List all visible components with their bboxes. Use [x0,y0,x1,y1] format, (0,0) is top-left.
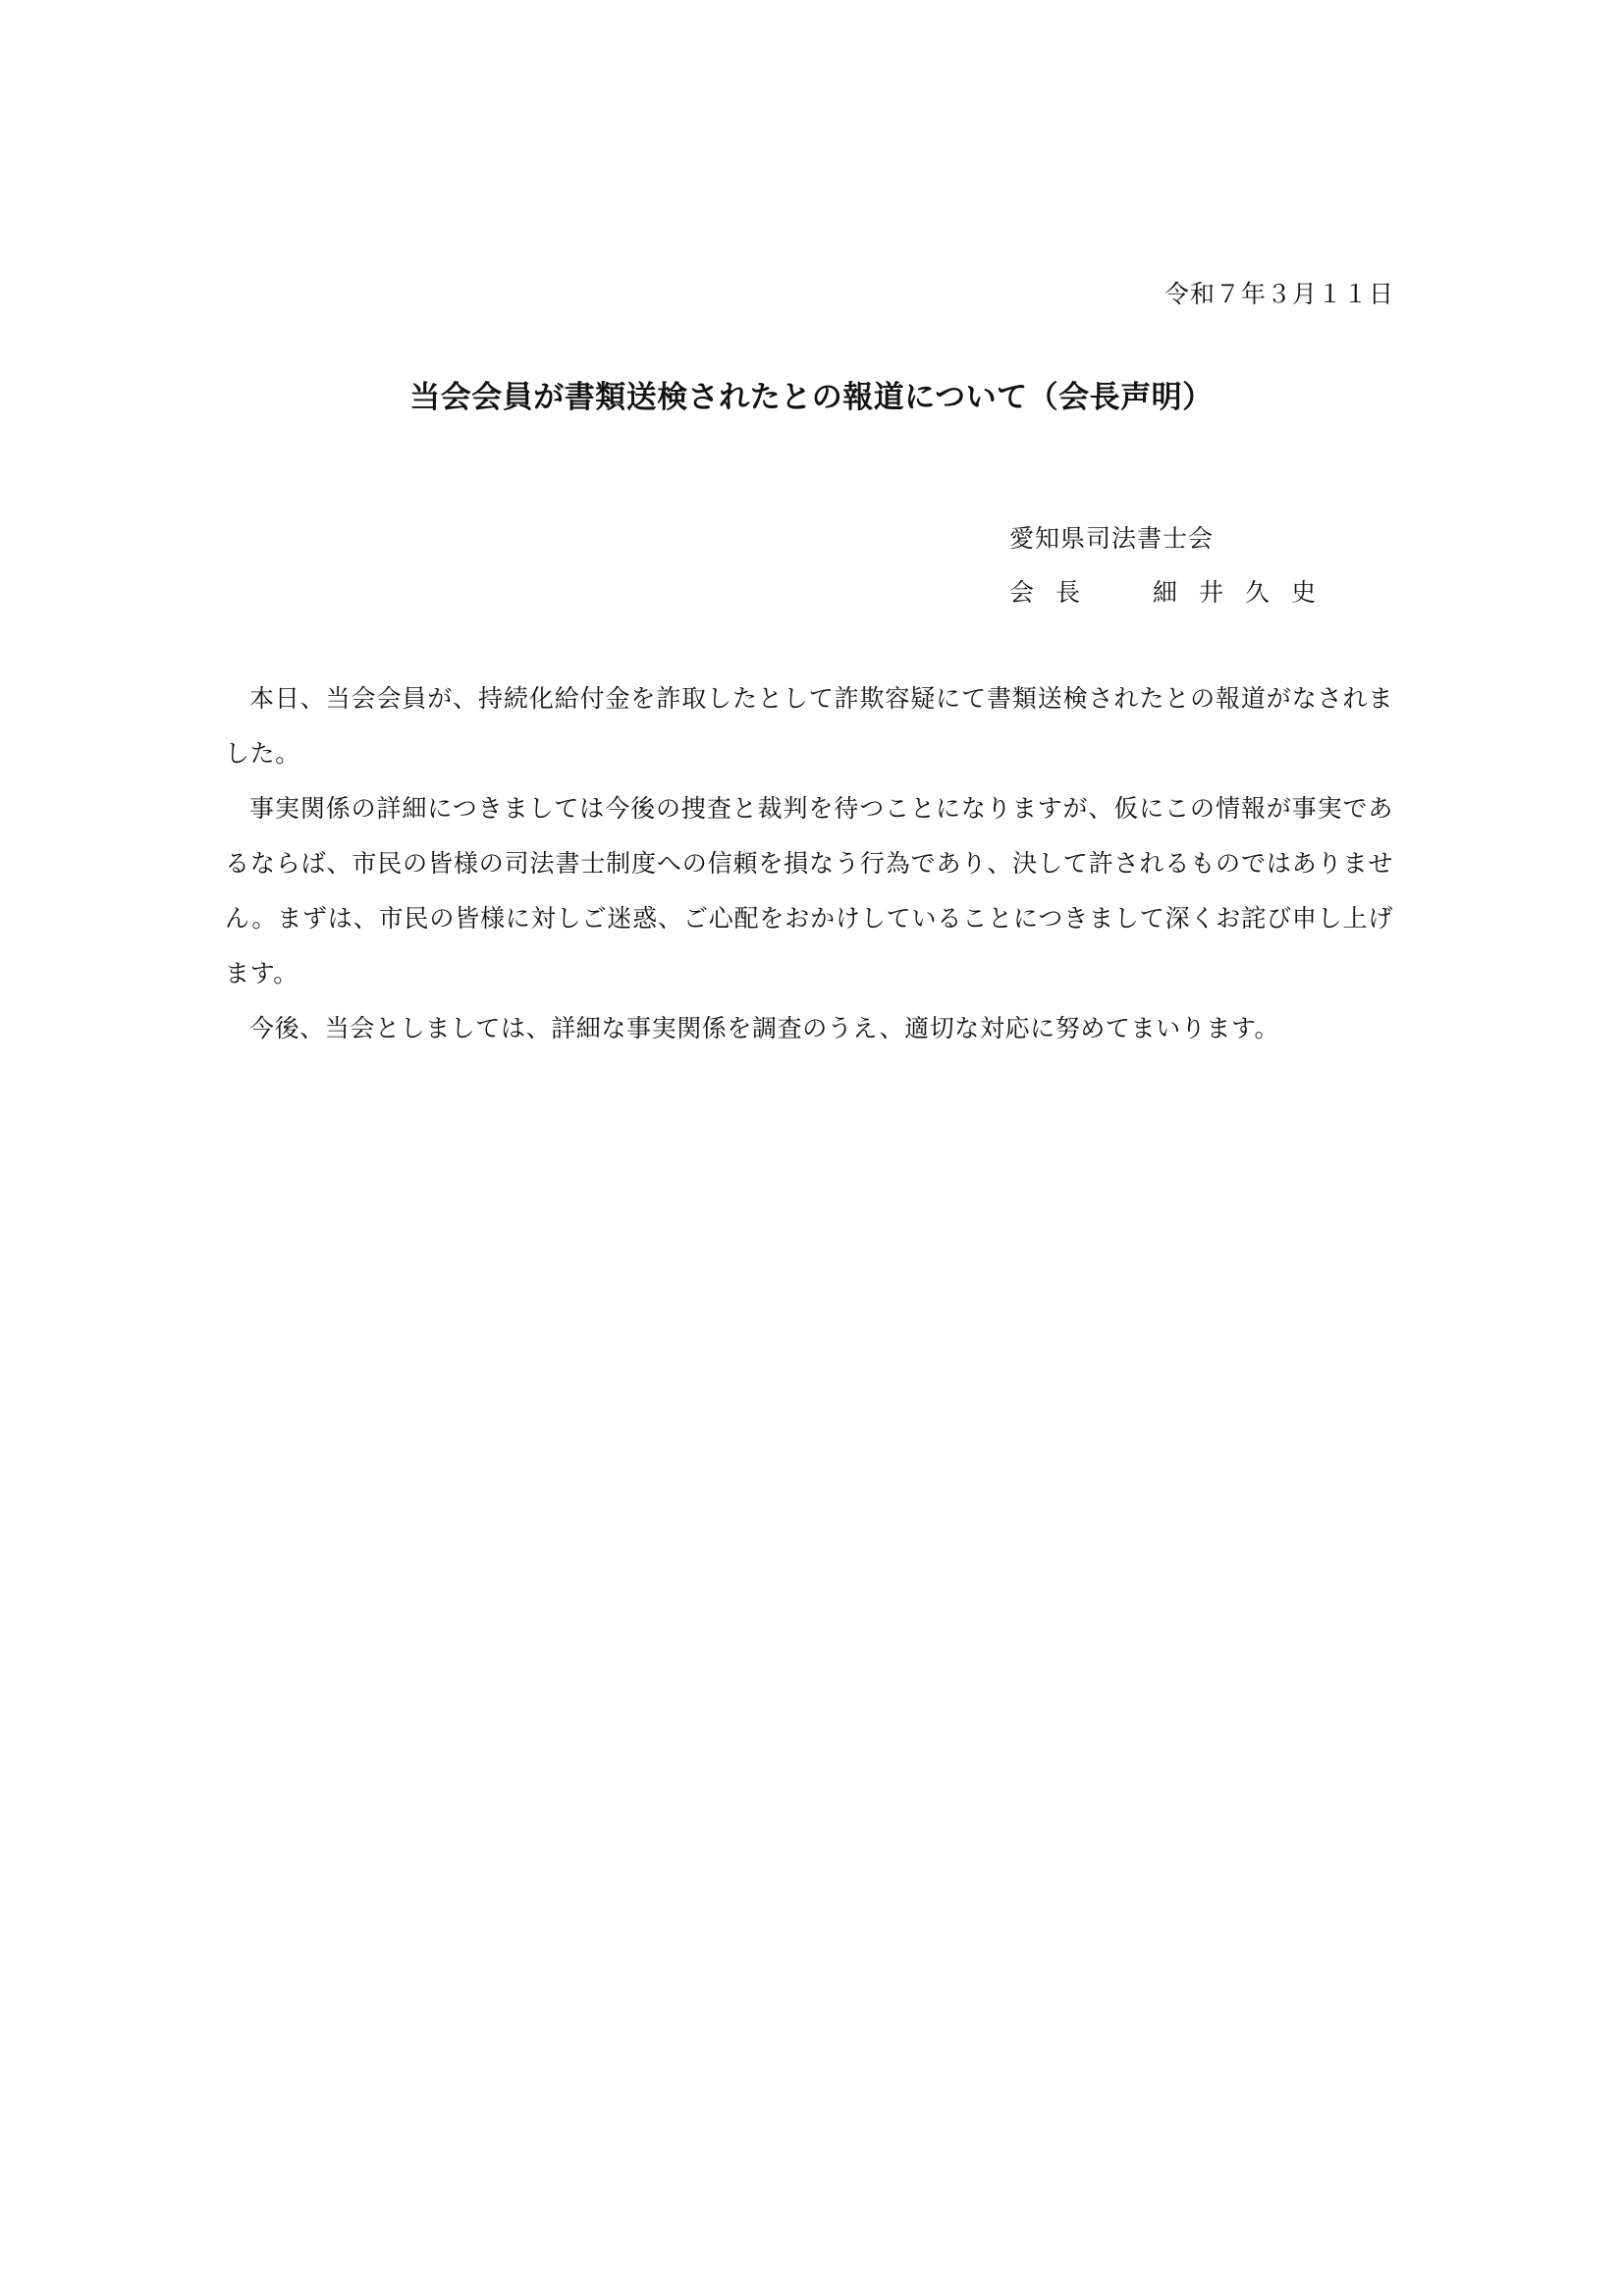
statement-body [225,671,1393,1056]
president-name: 細井久史 [1153,578,1338,607]
statement-paragraph: 本日、当会会員が、持続化給付金を詐取したとして詐欺容疑にて書類送検されたとの報道がなされました。 [225,684,1393,768]
document-date: 令和７年３月１１日 [1163,280,1394,308]
president-signature [1009,575,1337,611]
statement-paragraph: 事実関係の詳細につきましては今後の捜査と裁判を待つことになりますが、仮にこの情報が事実であるならば、市民の皆様の司法書士制度への信頼を損なう行為であり、決して許されるものではありません。まずは、市民の皆様に対しご迷惑、ご心配をおかけしていることにつきまして深くお詫び申し上げます。 [225,794,1393,988]
president-role: 会長 [1009,578,1103,607]
organization-name: 愛知県司法書士会 [1009,524,1215,553]
statement-paragraph: 今後、当会としましては、詳細な事実関係を調査のうえ、適切な対応に努めてまいります。 [249,1014,1280,1042]
document-title: 当会会員が書類送検されたとの報道について（会長声明） [409,380,1214,415]
